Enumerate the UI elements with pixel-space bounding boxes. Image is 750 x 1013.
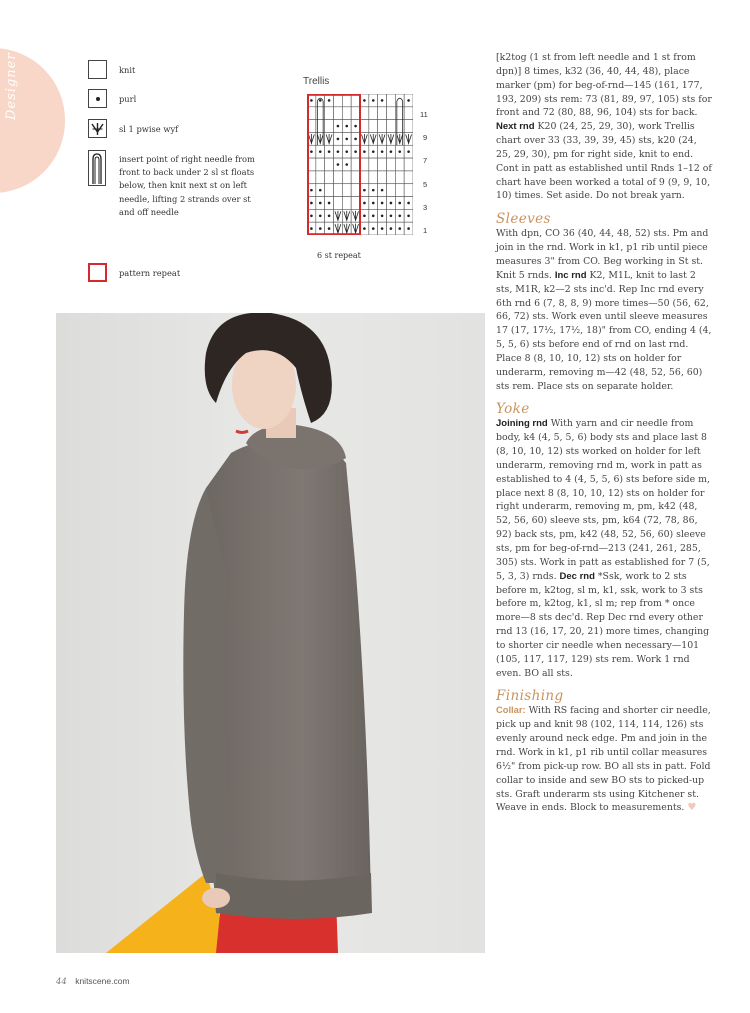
purl-dot (328, 214, 331, 217)
heart-icon: ♥ (687, 802, 697, 814)
chart-cell (342, 184, 351, 197)
purl-dot (345, 163, 348, 166)
chart-cell (387, 184, 396, 197)
chart-cell (387, 94, 396, 107)
purl-dot (328, 99, 331, 102)
insert-icon (88, 150, 106, 186)
purl-dot (398, 150, 401, 153)
purl-dot (407, 99, 410, 102)
purl-dot (363, 189, 366, 192)
chart-cell (395, 171, 404, 184)
chart-cell (404, 107, 413, 120)
purl-dot (310, 214, 313, 217)
purl-dot (390, 202, 393, 205)
chart-cell (351, 184, 360, 197)
purl-dot (345, 125, 348, 128)
row-number: 1 (423, 226, 428, 235)
slip-icon (88, 119, 107, 138)
chart-cell (404, 158, 413, 171)
purl-dot (310, 150, 313, 153)
chart-cell (334, 184, 343, 197)
row-number: 3 (423, 203, 428, 212)
knit-icon (88, 60, 107, 79)
pattern-repeat-icon (88, 263, 107, 282)
sleeves-text-a: With dpn, CO 36 (40, 44, 48, 52) sts. Pm and join in the rnd. Work in k1, p1 rib until piece measures 3" from CO. Beg working in St st. Knit 5 rnds. (496, 228, 709, 281)
row-number: 7 (423, 156, 428, 165)
chart-cell (369, 158, 378, 171)
purl-dot (328, 150, 331, 153)
inc-rnd-label: Inc rnd (554, 269, 587, 281)
pattern-text (496, 51, 712, 815)
chart-cell (342, 94, 351, 107)
chart-cell (378, 120, 387, 133)
legend-label-repeat: pattern repeat (119, 268, 181, 278)
sleeves-text-b: K2, M1L, knit to last 2 sts, M1R, k2—2 sts inc'd. Rep Inc rnd every 6th rnd 6 (7, 8, 8, 9) more times—50 (56, 62, 66, 72) sts. Work even until sleeve measures 17 (17, 17½, 17½, 18)" from CO, ending 4 (4, 5, 5, 6) sts before end of rnd on last rnd. Place 8 (8, 10, 10, 12) sts on holder for underarm, removing m—42 (48, 52, 56, 60) sts rem. Place sts on separate holder. (496, 269, 712, 392)
trellis-chart (303, 76, 463, 266)
yoke-text-b: *Ssk, work to 2 sts before m, k2tog, sl m, k1, ssk, work to 3 sts before m, k2tog, k1, sl m; rep from * once more—8 sts dec'd. Rep Dec rnd every other rnd 13 (16, 17, 20, 21) more times, changing to shorter cir needle when necessary—101 (105, 117, 117, 129) sts rem. Work 1 rnd even. BO all sts. (496, 570, 710, 679)
sleeves-paragraph (496, 227, 712, 393)
chart-cell (351, 94, 360, 107)
yoke-paragraph (496, 417, 712, 680)
chart-cell (369, 171, 378, 184)
purl-dot (372, 227, 375, 230)
purl-dot (354, 125, 357, 128)
purl-dot (319, 99, 322, 102)
purl-dot (398, 202, 401, 205)
dec-rnd-label: Dec rnd (559, 570, 595, 582)
purl-dot (381, 202, 384, 205)
chart-cell (325, 171, 334, 184)
purl-dot (319, 214, 322, 217)
purl-dot (372, 202, 375, 205)
purl-dot (345, 150, 348, 153)
purl-dot (337, 150, 340, 153)
legend-label-slip: sl 1 pwise wyf (119, 124, 179, 134)
chart-grid (307, 94, 413, 235)
collar-label: Collar: (496, 705, 526, 716)
purl-dot (310, 99, 313, 102)
sleeves-heading: Sleeves (496, 211, 551, 228)
purl-dot (381, 99, 384, 102)
purl-dot (319, 202, 322, 205)
purl-dot (328, 202, 331, 205)
chart-cell (325, 184, 334, 197)
chart-cell (325, 158, 334, 171)
joining-rnd-label: Joining rnd (496, 418, 548, 430)
intro-paragraph (496, 51, 712, 203)
intro-text: [k2tog (1 st from left needle and 1 st from dpn)] 8 times, k32 (36, 40, 44, 48), place marker (pm) for beg-of-rnd—145 (161, 177, 193, 209) sts rem: 73 (81, 89, 97, 105) sts for front and 72 (80, 88, 96, 104) sts for back. (496, 52, 712, 119)
purl-dot (363, 150, 366, 153)
chart-cell (378, 107, 387, 120)
purl-dot (407, 202, 410, 205)
chart-cell (404, 120, 413, 133)
chart-cell (342, 197, 351, 210)
chart-cell (334, 197, 343, 210)
purl-dot (363, 202, 366, 205)
chart-cell (351, 107, 360, 120)
purl-dot (381, 227, 384, 230)
purl-dot (345, 138, 348, 141)
purl-dot (390, 227, 393, 230)
chart-cell (360, 158, 369, 171)
chart-cell (342, 107, 351, 120)
chart-cell (316, 158, 325, 171)
row-number: 11 (420, 110, 428, 119)
purl-dot (398, 227, 401, 230)
finishing-paragraph (496, 704, 712, 815)
purl-dot (310, 202, 313, 205)
purl-dot (381, 189, 384, 192)
chart-cell (378, 158, 387, 171)
chart-cell (334, 94, 343, 107)
purl-dot (407, 227, 410, 230)
chart-cell (387, 158, 396, 171)
chart-title: Trellis (303, 76, 330, 87)
chart-cell (404, 171, 413, 184)
row-number: 9 (423, 133, 428, 142)
purl-dot (310, 227, 313, 230)
purl-dot (381, 150, 384, 153)
chart-cell (325, 120, 334, 133)
next-rnd-label: Next rnd (496, 121, 535, 133)
row-number: 5 (423, 180, 428, 189)
purl-dot (407, 214, 410, 217)
chart-cell (404, 184, 413, 197)
purl-dot (372, 214, 375, 217)
chart-cell (351, 171, 360, 184)
chart-cell (387, 171, 396, 184)
site-url: knitscene.com (75, 976, 130, 986)
purl-dot (337, 138, 340, 141)
purl-dot (319, 227, 322, 230)
purl-dot (372, 150, 375, 153)
chart-cell (316, 171, 325, 184)
purl-dot (390, 214, 393, 217)
chart-cell (334, 171, 343, 184)
chart-cell (351, 158, 360, 171)
chart-cell (360, 120, 369, 133)
yoke-text-a: With yarn and cir needle from body, k4 (4, 5, 5, 6) body sts and place last 8 (8, 10, 10, 12) sts worked on holder for left underarm, removing rnd m, work in patt as established to 4 (4, 5, 5, 6) sts before side m, place next 8 (8, 10, 10, 12) sts on holder for right underarm, removing m, pm, k42 (48, 52, 56, 60) sleeve sts, pm, k64 (72, 78, 86, 92) back sts, pm, k42 (48, 52, 56, 60) sleeve sts, pm for beg-of-rnd—213 (241, 261, 285, 305) sts. Work in patt as established for 7 (5, 5, 3, 3) rnds. (496, 418, 710, 582)
chart-cell (351, 197, 360, 210)
chart-cell (395, 158, 404, 171)
purl-dot (390, 150, 393, 153)
purl-dot (398, 214, 401, 217)
purl-dot (319, 150, 322, 153)
purl-dot (354, 150, 357, 153)
purl-dot (363, 214, 366, 217)
legend-label-purl: purl (119, 94, 137, 104)
chart-cell (387, 107, 396, 120)
legend-label-insert: insert point of right needle from front to back under 2 sl st floats below, then knit next st on left needle, lifting 2 strands over st and off needle (119, 154, 255, 217)
chart-cell (325, 107, 334, 120)
finishing-text: With RS facing and shorter cir needle, pick up and knit 98 (102, 114, 114, 126) sts evenly around neck edge. Pm and join in the rnd. Work in k1, p1 rib until collar measures 6½" from pick-up row. BO all sts in patt. Fold collar to inside and sew BO sts to picked-up sts. Graft underarm sts using Kitchener st. Weave in ends. Block to measurements. (496, 705, 711, 814)
model-illustration (56, 313, 485, 953)
chart-cell (378, 171, 387, 184)
purl-dot (407, 150, 410, 153)
purl-dot (328, 227, 331, 230)
yoke-heading: Yoke (496, 401, 530, 418)
finishing-heading: Finishing (496, 688, 564, 705)
chart-cell (360, 107, 369, 120)
chart-cell (334, 107, 343, 120)
legend-label-knit: knit (119, 65, 136, 75)
purl-dot (363, 99, 366, 102)
chart-cell (395, 184, 404, 197)
purl-icon (88, 89, 107, 108)
chart-cell (369, 107, 378, 120)
purl-dot (310, 189, 313, 192)
purl-dot (372, 99, 375, 102)
designer-tab-label: Designer (4, 52, 19, 120)
purl-dot (337, 125, 340, 128)
page-footer (56, 976, 130, 987)
chart-cell (387, 120, 396, 133)
purl-dot (319, 189, 322, 192)
purl-dot (337, 163, 340, 166)
purl-dot (363, 227, 366, 230)
repeat-label: 6 st repeat (317, 251, 361, 260)
purl-dot (381, 214, 384, 217)
chart-cell (342, 171, 351, 184)
purl-dot (372, 189, 375, 192)
model-photo (56, 313, 485, 953)
page-number: 44 (56, 977, 67, 987)
purl-dot (354, 138, 357, 141)
chart-cell (369, 120, 378, 133)
next-rnd-text: K20 (24, 25, 29, 30), work Trellis chart over 33 (33, 39, 39, 45) sts, k20 (24, 25, 29, 30), pm for right side, knit to end. Cont in patt as established until Rnds 1–12 of chart have been worked a total of 9 (9, 9, 10, 10) times. Set aside. Do not break yarn. (496, 121, 712, 202)
chart-cell (360, 171, 369, 184)
